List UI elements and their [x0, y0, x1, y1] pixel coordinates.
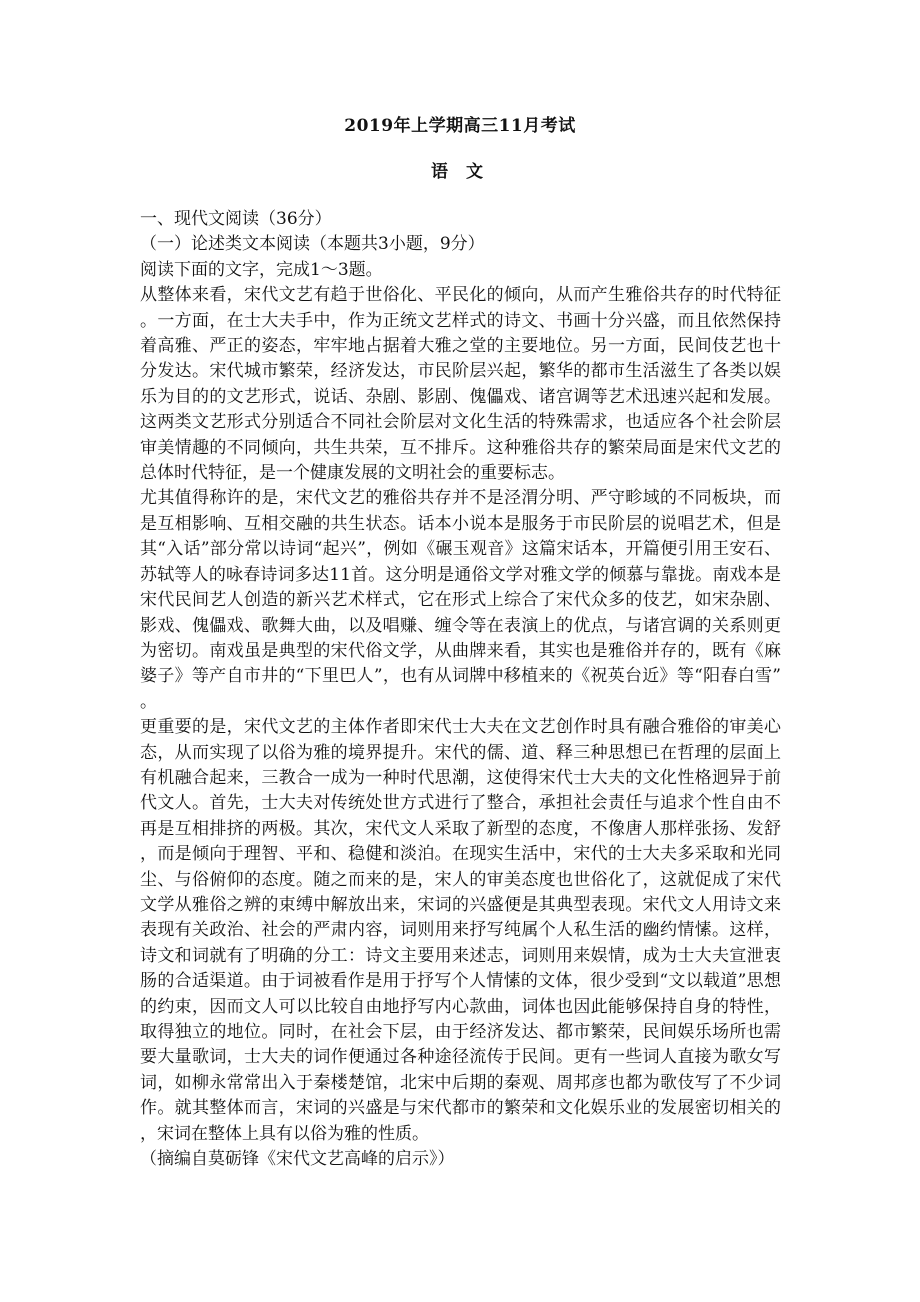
reading-instruction: 阅读下面的文字，完成1～3题。 [140, 259, 383, 280]
passage-source: （摘编自莫砺锋《宋代文艺高峰的启示》） [140, 1149, 455, 1170]
reading-section [140, 207, 781, 1172]
section-heading: 一、现代文阅读（36分） [140, 209, 332, 229]
passage-paragraph-3: 更重要的是，宋代文艺的主体作者即宋代士大夫在文艺创作时具有融合雅俗的审美心态，从而实现了以俗为雅的境界提升。宋代的儒、道、释三种思想已在哲理的层面上有机融合起来，三教合一成为一种时代思潮，这使得宋代士大夫的文化性格迥异于前代文人。首先，士大夫对传统处世方式进行了整合，承担社会责任与追求个性自由不再是互相排挤的两极。其次，宋代文人采取了新型的态度，不像唐人那样张扬、发舒，而是倾向于理智、平和、稳健和淡泊。在现实生活中，宋代的士大夫多采取和光同尘、与俗俯仰的态度。随之而来的是，宋人的审美态度也世俗化了，这就促成了宋代文学从雅俗之辨的束缚中解放出来，宋词的兴盛便是其典型表现。宋代文人用诗文来表现有关政治、社会的严肃内容，词则用来抒写纯属个人私生活的幽约情愫。这样，诗文和词就有了明确的分工：诗文主要用来述志，词则用来娱情，成为士大夫宣泄衷肠的合适渠道。由于词被看作是用于抒写个人情愫的文体，很少受到“文以载道”思想的约束，因而文人可以比较自由地抒写内心款曲，词体也因此能够保持自身的特性，取得独立的地位。同时，在社会下层，由于经济发达、都市繁荣，民间娱乐场所也需要大量歌词，士大夫的词作便通过各种途径流传于民间。更有一些词人直接为歌女写词，如柳永常常出入于秦楼楚馆，北宋中后期的秦观、周邦彦也都为歌伎写了不少词作。就其整体而言，宋词的兴盛是与宋代都市的繁荣和文化娱乐业的发展密切相关的，宋词在整体上具有以俗为雅的性质。 [140, 717, 781, 1144]
passage-paragraph-1: 从整体来看，宋代文艺有趋于世俗化、平民化的倾向，从而产生雅俗共存的时代特征。一方面，在士大夫手中，作为正统文艺样式的诗文、书画十分兴盛，而且依然保持着高雅、严正的姿态，牢牢地占据着大雅之堂的主要地位。另一方面，民间伎艺也十分发达。宋代城市繁荣，经济发达，市民阶层兴起，繁华的都市生活滋生了各类以娱乐为目的的文艺形式，说话、杂剧、影剧、傀儡戏、诸宫调等艺术迅速兴起和发展。这两类文艺形式分别适合不同社会阶层对文化生活的特殊需求，也适应各个社会阶层审美情趣的不同倾向，共生共荣，互不排斥。这种雅俗共存的繁荣局面是宋代文艺的总体时代特征，是一个健康发展的文明社会的重要标志。 [140, 285, 781, 484]
subject-title: 语 文 [431, 162, 489, 182]
section-subheading: （一）论述类文本阅读（本题共3小题，9分） [140, 234, 485, 255]
exam-title: 2019年上学期高三11月考试 [344, 116, 576, 136]
passage-paragraph-2: 尤其值得称许的是，宋代文艺的雅俗共存并不是泾渭分明、严守畛域的不同板块，而是互相影响、互相交融的共生状态。话本小说本是服务于市民阶层的说唱艺术，但是其“入话”部分常以诗词“起兴”，例如《碾玉观音》这篇宋话本，开篇便引用王安石、苏轼等人的咏春诗词多达11首。这分明是通俗文学对雅文学的倾慕与靠拢。南戏本是宋代民间艺人创造的新兴艺术样式，它在形式上综合了宋代众多的伎艺，如宋杂剧、影戏、傀儡戏、歌舞大曲，以及唱赚、缠令等在表演上的优点，与诸宫调的关系则更为密切。南戏虽是典型的宋代俗文学，从曲牌来看，其实也是雅俗并存的，既有《麻婆子》等产自市井的“下里巴人”，也有从词牌中移植来的《祝英台近》等“阳春白雪”。 [140, 488, 781, 712]
